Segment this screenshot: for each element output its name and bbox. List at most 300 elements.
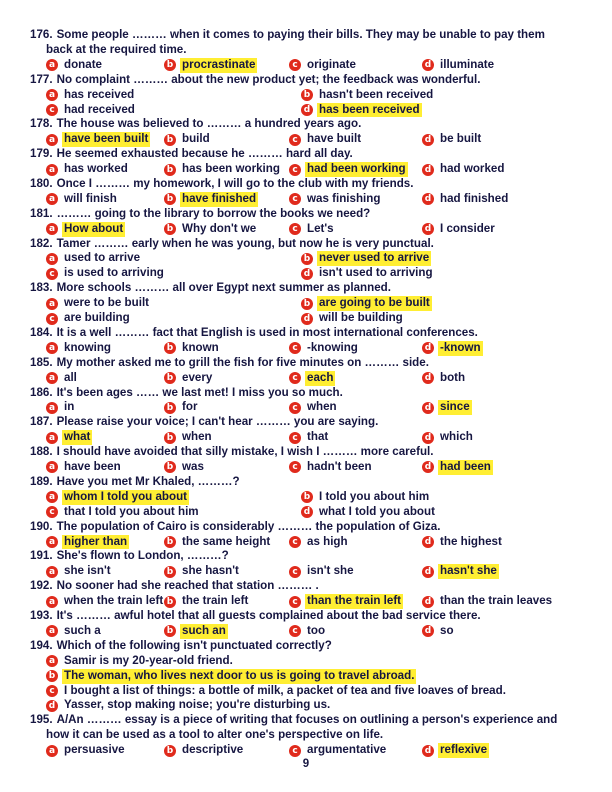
question-183 — [30, 281, 600, 326]
question-number: 187. — [30, 415, 53, 429]
answer-option-a[interactable] — [46, 132, 164, 147]
question-191 — [30, 549, 600, 579]
question-stem — [30, 445, 600, 460]
answer-option-b[interactable] — [164, 341, 289, 356]
answer-option-b[interactable] — [164, 400, 289, 415]
question-text: The house was believed to ……… a hundred years ago. — [56, 117, 362, 131]
question-text: Have you met Mr Khaled, ………? — [56, 474, 240, 488]
page-number: 9 — [302, 758, 310, 770]
answer-option-a[interactable] — [46, 624, 164, 639]
option-letter-badge: c — [46, 685, 58, 697]
answer-option-c[interactable] — [289, 192, 422, 207]
question-stem — [30, 237, 600, 252]
option-text: isn't she — [307, 564, 354, 578]
answer-option-b[interactable] — [164, 371, 289, 386]
option-text: is used to arriving — [64, 266, 164, 280]
answer-option-d[interactable] — [422, 460, 592, 475]
question-number: 182. — [30, 236, 53, 250]
answer-option-b[interactable] — [301, 296, 556, 311]
question-text-continued: how it can be used as a tool to alter one's perspective on life. — [46, 728, 384, 742]
option-letter-badge: a — [46, 536, 58, 548]
answer-option-b[interactable] — [164, 460, 289, 475]
option-letter-badge: d — [422, 164, 434, 176]
option-letter-badge: d — [301, 104, 313, 116]
option-letter-badge: c — [289, 164, 301, 176]
answer-option-d[interactable] — [422, 400, 592, 415]
option-letter-badge: b — [164, 402, 176, 414]
option-letter-badge: d — [422, 402, 434, 414]
answer-options — [30, 251, 600, 281]
option-letter-badge: b — [164, 164, 176, 176]
answer-option-d[interactable] — [301, 311, 556, 326]
option-letter-badge: d — [46, 700, 58, 712]
option-letter-badge: d — [301, 268, 313, 280]
highlighted-answer-text: -known — [440, 340, 481, 354]
option-letter-badge: a — [46, 298, 58, 310]
answer-option-d[interactable] — [422, 371, 592, 386]
answer-option-a[interactable] — [46, 162, 164, 177]
question-stem — [30, 475, 600, 490]
question-text: It's ……… awful hotel that all guests complained about the bad service there. — [56, 609, 481, 623]
option-text: when — [182, 430, 212, 444]
option-text: were to be built — [64, 296, 150, 310]
option-letter-badge: b — [164, 745, 176, 757]
answer-option-d[interactable] — [422, 192, 592, 207]
answer-option-b[interactable] — [164, 743, 289, 758]
answer-option-a[interactable] — [46, 400, 164, 415]
answer-options — [30, 192, 600, 207]
option-text: Samir is my 20-year-old friend. — [64, 653, 233, 667]
option-letter-badge: d — [422, 59, 434, 71]
option-letter-badge: b — [164, 432, 176, 444]
highlighted-answer-text: than the train left — [307, 594, 402, 608]
option-letter-badge: c — [46, 104, 58, 116]
option-letter-badge: a — [46, 566, 58, 578]
option-letter-badge: b — [164, 134, 176, 146]
answer-option-c[interactable] — [46, 103, 301, 118]
answer-option-a[interactable] — [46, 654, 600, 669]
option-letter-badge: c — [289, 372, 301, 384]
question-number: 192. — [30, 579, 53, 593]
answer-option-a[interactable] — [46, 594, 164, 609]
question-stem — [30, 356, 600, 371]
option-letter-badge: c — [46, 313, 58, 325]
question-180 — [30, 177, 600, 207]
question-182 — [30, 237, 600, 282]
question-text: She's flown to London, ………? — [56, 549, 229, 563]
answer-options — [30, 132, 600, 147]
question-text: Please raise your voice; I can't hear ……… you are saying. — [56, 415, 379, 429]
option-letter-badge: c — [289, 59, 301, 71]
option-text: donate — [64, 57, 103, 71]
answer-option-d[interactable] — [422, 58, 592, 73]
question-stem — [30, 28, 600, 43]
question-number: 193. — [30, 609, 53, 623]
option-text: she hasn't — [182, 564, 239, 578]
question-192 — [30, 579, 600, 609]
question-179 — [30, 147, 600, 177]
option-text: which — [440, 430, 473, 444]
option-text: Let's — [307, 221, 334, 235]
answer-option-d[interactable] — [301, 266, 556, 281]
question-stem — [30, 177, 600, 192]
option-letter-badge: c — [289, 193, 301, 205]
option-letter-badge: c — [289, 223, 301, 235]
answer-option-c[interactable] — [289, 460, 422, 475]
answer-option-c[interactable] — [289, 162, 422, 177]
answer-option-b[interactable] — [301, 88, 556, 103]
question-number: 184. — [30, 325, 53, 339]
answer-option-c[interactable] — [289, 743, 422, 758]
highlighted-answer-text: The woman, who lives next door to us is going to travel abroad. — [64, 668, 415, 682]
option-letter-badge: a — [46, 655, 58, 667]
question-text: Which of the following isn't punctuated correctly? — [56, 638, 332, 652]
option-letter-badge: a — [46, 89, 58, 101]
option-text: she isn't — [64, 564, 111, 578]
answer-option-a[interactable] — [46, 222, 164, 237]
question-stem — [30, 147, 600, 162]
option-letter-badge: d — [422, 372, 434, 384]
option-letter-badge: d — [422, 342, 434, 354]
option-letter-badge: d — [301, 313, 313, 325]
option-letter-badge: b — [301, 89, 313, 101]
answer-option-c[interactable] — [46, 266, 301, 281]
highlighted-answer-text: whom I told you about — [64, 489, 188, 503]
option-letter-badge: c — [289, 432, 301, 444]
option-text: too — [307, 623, 326, 637]
option-letter-badge: d — [422, 625, 434, 637]
answer-options — [30, 594, 600, 609]
question-184 — [30, 326, 600, 356]
question-stem — [30, 207, 600, 222]
question-number: 194. — [30, 638, 53, 652]
highlighted-answer-text: are going to be built — [319, 296, 430, 310]
option-letter-badge: a — [46, 134, 58, 146]
option-text: hasn't been received — [319, 87, 434, 101]
answer-options — [30, 222, 600, 237]
answer-option-d[interactable] — [422, 222, 592, 237]
question-number: 180. — [30, 176, 53, 190]
question-186 — [30, 386, 600, 416]
question-stem — [30, 281, 600, 296]
answer-option-a[interactable] — [46, 564, 164, 579]
option-text: had worked — [440, 162, 505, 176]
question-stem — [30, 639, 600, 654]
question-number: 181. — [30, 206, 53, 220]
highlighted-answer-text: have finished — [182, 191, 257, 205]
answer-option-d[interactable] — [422, 535, 592, 550]
option-text: are building — [64, 311, 130, 325]
answer-option-b[interactable] — [164, 535, 289, 550]
option-letter-badge: b — [301, 253, 313, 265]
highlighted-answer-text: never used to arrive — [319, 251, 430, 265]
answer-options — [30, 341, 600, 356]
question-stem — [30, 549, 600, 564]
question-number: 188. — [30, 445, 53, 459]
answer-options — [30, 460, 600, 475]
highlighted-answer-text: have been built — [64, 132, 149, 146]
option-text: such a — [64, 623, 101, 637]
answer-options — [30, 371, 600, 386]
option-letter-badge: a — [46, 59, 58, 71]
answer-option-a[interactable] — [46, 296, 301, 311]
answer-option-b[interactable] — [46, 669, 600, 684]
answer-option-d[interactable] — [301, 505, 556, 520]
answer-option-d[interactable] — [422, 624, 592, 639]
answer-option-c[interactable] — [289, 222, 422, 237]
answer-option-d[interactable] — [422, 564, 592, 579]
question-189 — [30, 475, 600, 520]
question-188 — [30, 445, 600, 475]
option-text: had finished — [440, 191, 509, 205]
option-text: was — [182, 460, 204, 474]
option-text: have been — [64, 460, 121, 474]
question-193 — [30, 609, 600, 639]
answer-option-a[interactable] — [46, 341, 164, 356]
answer-option-a[interactable] — [46, 371, 164, 386]
option-letter-badge: b — [164, 625, 176, 637]
question-text: Tamer ……… early when he was young, but now he is very punctual. — [56, 236, 434, 250]
answer-option-a[interactable] — [46, 88, 301, 103]
answer-option-a[interactable] — [46, 460, 164, 475]
option-letter-badge: b — [301, 298, 313, 310]
option-letter-badge: c — [289, 566, 301, 578]
question-text: ……… going to the library to borrow the books we need? — [56, 206, 371, 220]
option-text: Yasser, stop making noise; you're disturbing us. — [64, 698, 331, 712]
question-text: He seemed exhausted because he ……… hard all day. — [56, 147, 353, 161]
option-text: has worked — [64, 162, 128, 176]
option-letter-badge: a — [46, 745, 58, 757]
question-text: More schools ……… all over Egypt next summer as planned. — [56, 281, 391, 295]
option-letter-badge: c — [289, 342, 301, 354]
highlighted-answer-text: How about — [64, 221, 124, 235]
answer-option-d[interactable] — [422, 341, 592, 356]
highlighted-answer-text: procrastinate — [182, 57, 256, 71]
question-195 — [30, 713, 600, 758]
question-sheet — [30, 28, 600, 758]
answer-option-a[interactable] — [46, 192, 164, 207]
answer-option-c[interactable] — [46, 311, 301, 326]
option-text: known — [182, 340, 219, 354]
answer-option-b[interactable] — [301, 251, 556, 266]
answer-option-b[interactable] — [164, 564, 289, 579]
question-190 — [30, 520, 600, 550]
option-text: have built — [307, 132, 362, 146]
answer-option-a[interactable] — [46, 535, 164, 550]
question-181 — [30, 207, 600, 237]
answer-option-c[interactable] — [46, 684, 600, 699]
answer-options — [30, 296, 600, 326]
question-text-continued: back at the required time. — [46, 42, 187, 56]
answer-option-c[interactable] — [289, 430, 422, 445]
answer-option-c[interactable] — [289, 594, 422, 609]
answer-option-a[interactable] — [46, 58, 164, 73]
option-letter-badge: b — [301, 491, 313, 503]
answer-option-d[interactable] — [422, 162, 592, 177]
answer-option-c[interactable] — [46, 505, 301, 520]
answer-option-c[interactable] — [289, 535, 422, 550]
answer-option-d[interactable] — [422, 430, 592, 445]
option-letter-badge: d — [422, 745, 434, 757]
question-number: 186. — [30, 385, 53, 399]
highlighted-answer-text: reflexive — [440, 743, 488, 757]
highlighted-answer-text: had been — [440, 460, 491, 474]
answer-option-b[interactable] — [164, 430, 289, 445]
option-text: as high — [307, 534, 348, 548]
answer-options — [30, 564, 600, 579]
answer-option-b[interactable] — [164, 162, 289, 177]
question-number: 179. — [30, 147, 53, 161]
option-letter-badge: b — [164, 342, 176, 354]
option-text: the same height — [182, 534, 271, 548]
answer-option-b[interactable] — [164, 58, 289, 73]
question-177 — [30, 73, 600, 118]
question-text: It's been ages …… we last met! I miss you so much. — [56, 385, 343, 399]
question-stem — [30, 713, 600, 728]
answer-option-b[interactable] — [164, 192, 289, 207]
answer-option-a[interactable] — [46, 430, 164, 445]
answer-option-d[interactable] — [422, 132, 592, 147]
highlighted-answer-text: what — [64, 430, 91, 444]
answer-options — [30, 654, 600, 714]
option-letter-badge: b — [164, 59, 176, 71]
question-stem — [30, 73, 600, 88]
question-number: 178. — [30, 117, 53, 131]
option-text: in — [64, 400, 75, 414]
option-letter-badge: b — [46, 670, 58, 682]
option-text: hadn't been — [307, 460, 372, 474]
highlighted-answer-text: since — [440, 400, 470, 414]
option-letter-badge: d — [422, 223, 434, 235]
option-letter-badge: a — [46, 342, 58, 354]
answer-option-b[interactable] — [164, 624, 289, 639]
option-text: used to arrive — [64, 251, 141, 265]
option-letter-badge: d — [301, 506, 313, 518]
option-letter-badge: b — [164, 566, 176, 578]
answer-option-c[interactable] — [289, 564, 422, 579]
question-number: 189. — [30, 474, 53, 488]
option-letter-badge: d — [422, 134, 434, 146]
option-text: persuasive — [64, 743, 125, 757]
option-letter-badge: d — [422, 536, 434, 548]
question-text: It is a well ……… fact that English is used in most international conferences. — [56, 325, 478, 339]
highlighted-answer-text: each — [307, 370, 334, 384]
question-number: 185. — [30, 355, 53, 369]
answer-option-a[interactable] — [46, 743, 164, 758]
answer-option-b[interactable] — [164, 222, 289, 237]
question-text: I should have avoided that silly mistake, I wish I ……… more careful. — [56, 445, 434, 459]
option-letter-badge: d — [422, 432, 434, 444]
option-letter-badge: c — [289, 134, 301, 146]
answer-option-d[interactable] — [422, 743, 592, 758]
answer-options — [30, 743, 600, 758]
option-letter-badge: d — [422, 193, 434, 205]
option-letter-badge: a — [46, 402, 58, 414]
answer-option-b[interactable] — [164, 132, 289, 147]
question-text: Once I ……… my homework, I will go to the club with my friends. — [56, 176, 414, 190]
option-text: both — [440, 370, 466, 384]
option-text: I bought a list of things: a bottle of milk, a packet of tea and five loaves of bread. — [64, 683, 506, 697]
option-letter-badge: a — [46, 253, 58, 265]
option-letter-badge: c — [289, 625, 301, 637]
option-text: originate — [307, 57, 356, 71]
answer-option-d[interactable] — [301, 103, 556, 118]
option-text: what I told you about — [319, 504, 435, 518]
option-text: be built — [440, 132, 482, 146]
option-letter-badge: c — [289, 402, 301, 414]
answer-option-c[interactable] — [289, 132, 422, 147]
answer-option-c[interactable] — [289, 624, 422, 639]
answer-option-c[interactable] — [289, 58, 422, 73]
question-number: 195. — [30, 713, 53, 727]
option-text: the train left — [182, 594, 249, 608]
option-text: than the train leaves — [440, 594, 553, 608]
question-178 — [30, 117, 600, 147]
question-number: 190. — [30, 519, 53, 533]
answer-option-b[interactable] — [301, 490, 556, 505]
option-text: isn't used to arriving — [319, 266, 433, 280]
answer-options — [30, 490, 600, 520]
option-letter-badge: b — [164, 536, 176, 548]
option-text: has been working — [182, 162, 280, 176]
option-text: -knowing — [307, 340, 358, 354]
answer-option-a[interactable] — [46, 251, 301, 266]
option-text: will be building — [319, 311, 403, 325]
answer-option-c[interactable] — [289, 400, 422, 415]
answer-option-d[interactable] — [46, 698, 600, 713]
highlighted-answer-text: had been working — [307, 162, 406, 176]
question-stem — [30, 415, 600, 430]
option-text: descriptive — [182, 743, 244, 757]
question-stem — [30, 386, 600, 401]
option-text: when the train left — [64, 594, 164, 608]
question-185 — [30, 356, 600, 386]
answer-option-d[interactable] — [422, 594, 592, 609]
option-text: knowing — [64, 340, 112, 354]
option-letter-badge: a — [46, 596, 58, 608]
option-letter-badge: a — [46, 372, 58, 384]
option-text: argumentative — [307, 743, 387, 757]
option-letter-badge: b — [164, 461, 176, 473]
question-stem — [30, 117, 600, 132]
answer-option-b[interactable] — [164, 594, 289, 609]
answer-options — [30, 58, 600, 73]
answer-option-c[interactable] — [289, 341, 422, 356]
option-letter-badge: a — [46, 432, 58, 444]
question-text: A/An ……… essay is a piece of writing that focuses on outlining a person's experience and — [56, 713, 558, 727]
option-letter-badge: d — [422, 461, 434, 473]
option-letter-badge: c — [289, 745, 301, 757]
question-194 — [30, 639, 600, 713]
option-text: has received — [64, 87, 135, 101]
question-number: 183. — [30, 281, 53, 295]
option-letter-badge: a — [46, 461, 58, 473]
option-text: that I told you about him — [64, 504, 199, 518]
option-text: I told you about him — [319, 489, 430, 503]
answer-option-a[interactable] — [46, 490, 301, 505]
option-text: the highest — [440, 534, 502, 548]
option-text: so — [440, 623, 454, 637]
option-letter-badge: c — [289, 461, 301, 473]
answer-options — [30, 535, 600, 550]
answer-option-c[interactable] — [289, 371, 422, 386]
option-text: that — [307, 430, 329, 444]
option-letter-badge: a — [46, 491, 58, 503]
option-letter-badge: b — [164, 223, 176, 235]
highlighted-answer-text: higher than — [64, 534, 128, 548]
question-187 — [30, 415, 600, 445]
option-text: for — [182, 400, 198, 414]
